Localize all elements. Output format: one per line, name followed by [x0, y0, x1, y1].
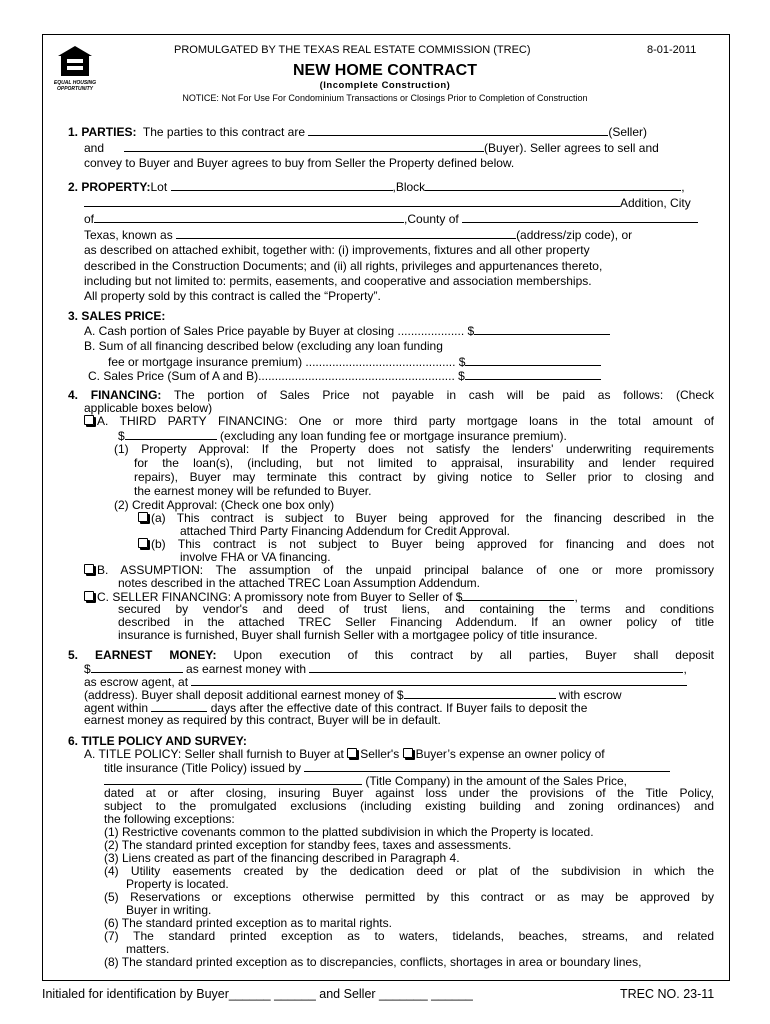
property-approval-1: (1) Property Approval: If the Property does not satisfy the lenders' underwriting requirements	[114, 442, 714, 456]
parties-heading: 1. PARTIES:	[68, 125, 137, 139]
property-approval-4: the earnest money will be refunded to Buyer.	[134, 484, 372, 498]
title-policy-heading-text: 6. TITLE POLICY AND SURVEY:	[68, 734, 247, 748]
buyers-expense-label: Buyer’s expense an owner policy of	[415, 747, 605, 761]
issued-by-label: title insurance (Title Policy) issued by	[104, 761, 301, 775]
lot-label: Lot	[150, 180, 168, 194]
sales-price-total-field[interactable]	[465, 368, 601, 380]
dollar-sign: $	[84, 662, 91, 676]
credit-approval-b-text: (b) This contract is not subject to Buyer being approved for financing and does not	[151, 537, 714, 551]
days-text: days after the effective date of this contract. If Buyer fails to deposit the	[210, 701, 588, 715]
title-company-field[interactable]	[104, 773, 362, 785]
comma: ,	[574, 590, 578, 604]
dollar-sign: $	[118, 429, 125, 443]
cash-portion-field[interactable]	[474, 323, 610, 335]
seller-financing-line-2: secured by vendor's and deed of trust liens, and containing the terms and conditions	[118, 602, 714, 616]
page-subtitle: (Incomplete Construction)	[319, 80, 451, 91]
sales-price-total-label: C. Sales Price (Sum of A and B)...........................................................	[88, 369, 455, 383]
third-party-checkbox[interactable]	[84, 415, 94, 425]
parties-line-2	[84, 140, 659, 155]
earnest-text: Upon execution of this contract by all parties, Buyer shall deposit	[233, 648, 714, 662]
credit-approval: (2) Credit Approval: (Check one box only)	[114, 498, 335, 512]
sales-price-a	[84, 323, 610, 338]
exception-5a: (5) Reservations or exceptions otherwise permitted by this contract or as may be approved by	[104, 890, 714, 904]
assumption-line-1	[84, 563, 714, 577]
property-line-7: including but not limited to: permits, easements, and cooperative and association memberships.	[84, 274, 592, 288]
third-party-text: A. THIRD PARTY FINANCING: One or more third party mortgage loans in the total amount of	[97, 414, 714, 428]
earnest-with-label: as earnest money with	[186, 662, 307, 676]
exception-7a: (7) The standard printed exception as to waters, tidelands, beaches, streams, and related	[104, 929, 714, 943]
buyer-name-field[interactable]	[124, 140, 484, 152]
notice-line: NOTICE: Not For Use For Condominium Transactions or Closings Prior to Completion of Construction	[182, 93, 588, 103]
block-field[interactable]	[425, 179, 681, 191]
title-policy-text: A. TITLE POLICY: Seller shall furnish to Buyer at	[84, 747, 344, 761]
assumption-checkbox[interactable]	[84, 564, 94, 574]
property-line-5: as described on attached exhibit, together with: (i) improvements, fixtures and all other property	[84, 243, 590, 257]
assumption-text: B. ASSUMPTION: The assumption of the unpaid principal balance of one or more promissory	[97, 563, 714, 577]
title-policy-line-5: subject to the promulgated exclusions (including existing building and zoning ordinances) and	[104, 799, 714, 813]
title-policy-line-6: the following exceptions:	[104, 812, 235, 826]
third-party-line-1	[84, 414, 714, 428]
property-heading: 2. PROPERTY:	[68, 180, 151, 194]
property-line-3	[84, 211, 698, 226]
initials-line: Initialed for identification by Buyer______ ______ and Seller _______ ______	[42, 987, 473, 1001]
parties-text: The parties to this contract are	[142, 125, 305, 139]
seller-financing-checkbox[interactable]	[84, 591, 94, 601]
form-date: 8-01-2011	[647, 44, 697, 56]
sales-price-b2	[108, 354, 601, 369]
exception-4a: (4) Utility easements created by the dedication deed or plat of the subdivision in which the	[104, 864, 714, 878]
seller-financing-line-3: described in the attached TREC Seller Financing Addendum. If an owner policy of title	[118, 615, 714, 629]
title-policy-line-1	[84, 747, 605, 761]
comma: ,	[681, 180, 685, 194]
credit-approval-a-checkbox[interactable]	[138, 512, 148, 522]
seller-name-field[interactable]	[308, 124, 608, 136]
earnest-amount-field[interactable]	[91, 661, 183, 673]
dollar-sign: $	[467, 324, 475, 338]
credit-approval-b1	[138, 537, 714, 551]
sales-price-c	[88, 368, 601, 383]
seller-financing-line-4: insurance is furnished, Buyer shall furnish Seller with a mortgagee policy of title insurance.	[118, 628, 598, 642]
block-label: ,Block	[392, 180, 426, 194]
address-label: (address/zip code), or	[516, 228, 633, 242]
property-line-4	[84, 227, 632, 242]
sales-price-b1: B. Sum of all financing described below (excluding any loan funding	[84, 339, 443, 353]
third-party-line-2	[118, 428, 567, 443]
dollar-sign: $	[458, 355, 466, 369]
sellers-expense-label: Seller's	[360, 747, 400, 761]
credit-approval-a2: attached Third Party Financing Addendum for Credit Approval.	[180, 524, 510, 538]
credit-approval-b2: involve FHA or VA financing.	[180, 550, 331, 564]
escrow-agent-field[interactable]	[309, 661, 683, 673]
seller-label: (Seller)	[608, 125, 648, 139]
financing-text: The portion of Sales Price not payable in cash will be paid as follows: (Check	[173, 388, 715, 402]
third-party-note: (excluding any loan funding fee or mortgage insurance premium).	[220, 429, 567, 443]
credit-approval-a1	[138, 511, 714, 525]
parties-line-3: convey to Buyer and Buyer agrees to buy from Seller the Property defined below.	[84, 156, 515, 170]
financing-sum-field[interactable]	[465, 354, 601, 366]
property-line-6: described in the Construction Documents; and (ii) all rights, privileges and appurtenances thereto,	[84, 259, 603, 273]
additional-earnest-field[interactable]	[404, 687, 556, 699]
county-field[interactable]	[462, 211, 698, 223]
cash-portion-label: A. Cash portion of Sales Price payable by Buyer at closing ....................	[84, 324, 465, 338]
form-number: TREC NO. 23-11	[620, 987, 715, 1001]
seller-financing-amount-field[interactable]	[462, 589, 574, 601]
financing-heading: 4. FINANCING:	[68, 388, 162, 402]
exception-3: (3) Liens created as part of the financing described in Paragraph 4.	[104, 851, 460, 865]
financing-sum-label: fee or mortgage insurance premium) .............................................	[108, 355, 456, 369]
addition-label: Addition, City	[620, 196, 691, 210]
exception-2: (2) The standard printed exception for standby fees, taxes and assessments.	[104, 838, 512, 852]
exception-4b: Property is located.	[126, 877, 229, 891]
property-approval-2: for the loan(s), (including, but not limited to appraisal, insurability and lender required	[134, 456, 714, 470]
exception-6: (6) The standard printed exception as to marital rights.	[104, 916, 392, 930]
title-policy-line-4: dated at or after closing, insuring Buyer against loss under the provisions of the Title Policy,	[104, 786, 714, 800]
agent-within-label: agent within	[84, 701, 149, 715]
logo-caption-2: OPPORTUNITY	[56, 86, 94, 92]
financing-line-2: applicable boxes below)	[84, 401, 213, 415]
sales-price-heading	[68, 309, 165, 323]
and-text: and	[84, 141, 105, 155]
exception-7b: matters.	[126, 942, 170, 956]
earnest-heading: 5. EARNEST MONEY:	[68, 648, 217, 662]
county-label: ,County of	[404, 212, 459, 226]
escrow-address-field[interactable]	[191, 674, 687, 686]
title-policy-heading	[68, 734, 247, 748]
addition-field[interactable]	[84, 195, 620, 207]
credit-approval-a-text: (a) This contract is subject to Buyer being approved for the financing described in the	[151, 511, 714, 525]
known-as-label: Texas, known as	[84, 228, 173, 242]
earnest-line-1	[68, 648, 714, 662]
seller-financing-text: C. SELLER FINANCING: A promissory note from Buyer to Seller of $	[97, 590, 463, 604]
parties-line-1	[68, 124, 714, 139]
of-label: of	[84, 212, 95, 226]
promulgated-line: PROMULGATED BY THE TEXAS REAL ESTATE COMMISSION (TREC)	[174, 44, 531, 56]
days-field[interactable]	[151, 700, 207, 712]
third-party-amount-field[interactable]	[125, 428, 217, 440]
escrow-at-label: as escrow agent, at	[84, 675, 189, 689]
exception-5b: Buyer in writing.	[126, 903, 212, 917]
property-line-1	[68, 179, 685, 194]
sales-price-heading-text: 3. SALES PRICE:	[68, 309, 166, 323]
with-escrow-label: with escrow	[558, 688, 622, 702]
property-line-2	[84, 195, 691, 210]
assumption-line-2: notes described in the attached TREC Loan Assumption Addendum.	[118, 576, 481, 590]
city-field[interactable]	[94, 211, 404, 223]
page-title: NEW HOME CONTRACT	[293, 62, 477, 79]
additional-earnest-label: (address). Buyer shall deposit additional earnest money of $	[84, 688, 404, 702]
address-field[interactable]	[176, 227, 516, 239]
property-line-8: All property sold by this contract is called the “Property”.	[84, 289, 381, 303]
exception-1: (1) Restrictive covenants common to the platted subdivision in which the Property is located.	[104, 825, 594, 839]
exception-8: (8) The standard printed exception as to discrepancies, conflicts, shortages in area or boundary lines,	[104, 955, 642, 969]
lot-field[interactable]	[171, 179, 393, 191]
dollar-sign: $	[458, 369, 465, 383]
comma: ,	[683, 662, 687, 676]
property-approval-3: repairs), Buyer may terminate this contract by giving notice to Seller prior to closing and	[134, 470, 714, 484]
earnest-line-6: earnest money as required by this contract, Buyer will be in default.	[84, 713, 441, 727]
sellers-expense-checkbox[interactable]	[347, 748, 357, 758]
credit-approval-b-checkbox[interactable]	[138, 538, 148, 548]
title-company-label: (Title Company) in the amount of the Sales Price,	[365, 774, 628, 788]
buyer-label: (Buyer). Seller agrees to sell and	[484, 141, 659, 155]
issued-by-field[interactable]	[304, 760, 670, 772]
buyers-expense-checkbox[interactable]	[403, 748, 413, 758]
financing-line-1	[68, 388, 714, 402]
logo-caption-1: EQUAL HOUSING	[53, 80, 97, 86]
